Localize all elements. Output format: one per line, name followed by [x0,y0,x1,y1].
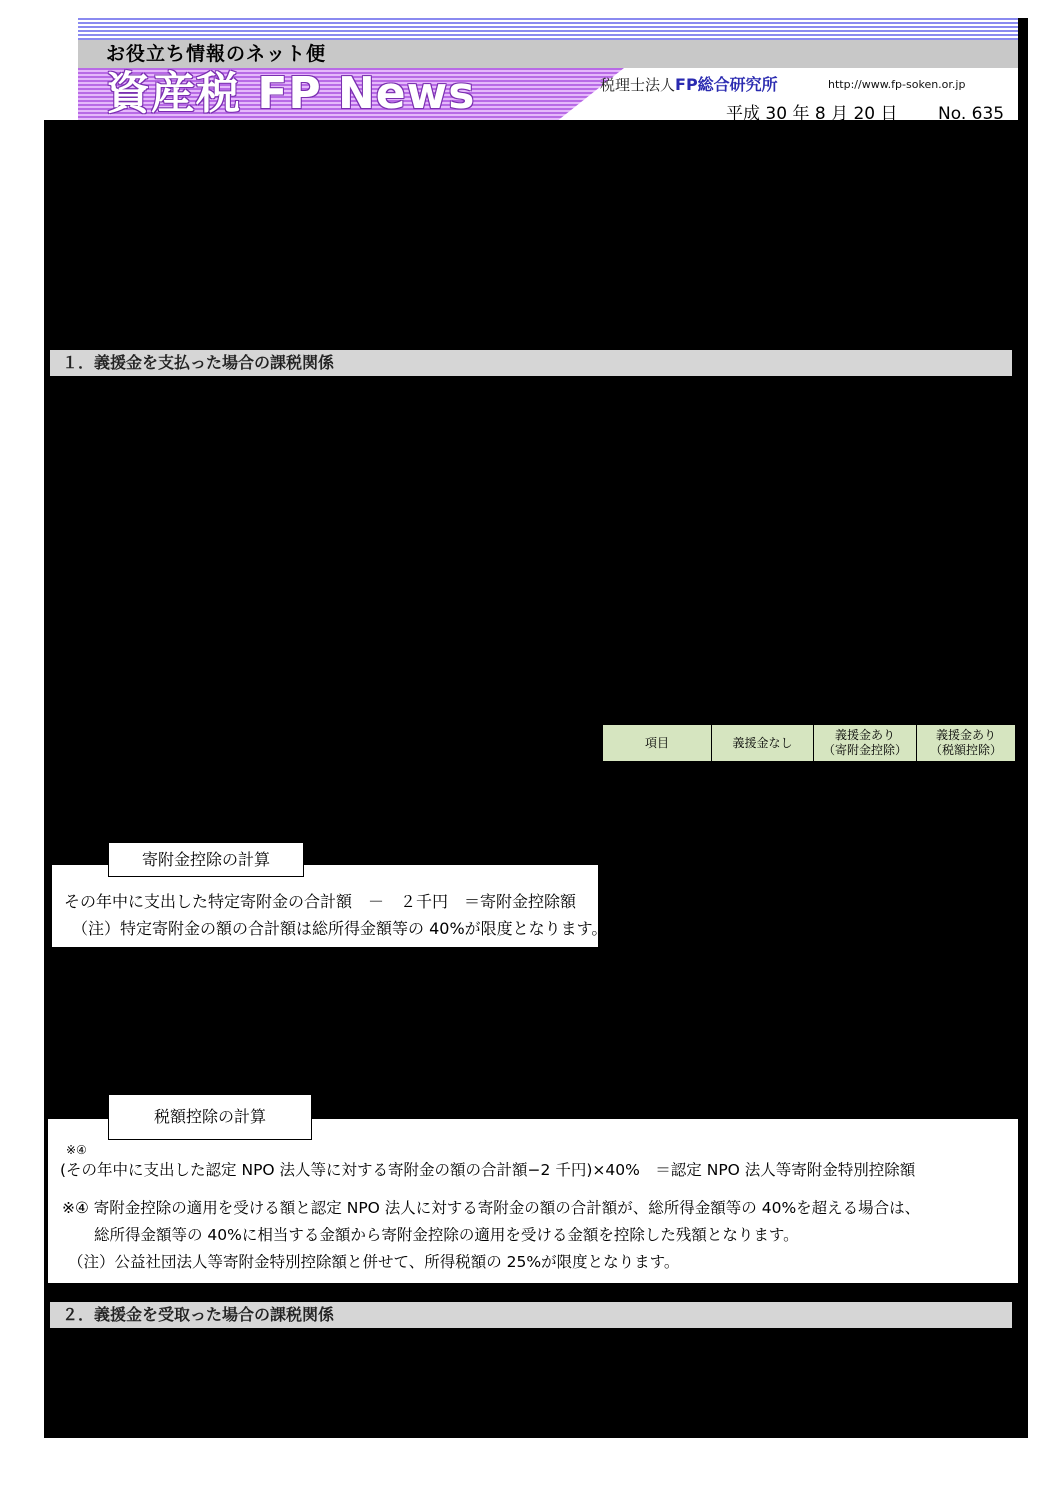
firm-url[interactable]: http://www.fp-soken.or.jp [828,78,966,91]
footnote-4-text: ※④ 寄附金控除の適用を受ける額と認定 NPO 法人に対する寄附金の額の合計額が、総所得金額等の 40%を超える場合は、 [62,1199,921,1217]
table-header-cell: 義援金なし [712,725,814,762]
footnote-4-continuation: 総所得金額等の 40%に相当する金額から寄附金控除の適用を受ける金額を控除した残額となります。 [94,1226,799,1244]
table-header-cell: 項目 [603,725,712,762]
tax-credit-note: （注）公益社団法人等寄附金特別控除額と併せて、所得税額の 25%が限度となります。 [68,1253,680,1271]
tax-credit-calc-tag: 税額控除の計算 [108,1094,312,1140]
deduction-calc-tag: 寄附金控除の計算 [108,842,304,877]
newsletter-subtitle: お役立ち情報のネット便 [106,43,327,65]
firm-name [600,72,778,95]
firm-prefix: 税理士法人 [600,76,676,94]
header-stripe [78,18,1018,40]
section-1-title: １．義援金を支払った場合の課税関係 [50,350,1012,376]
page-sheet [44,18,1028,1438]
deduction-note: （注）特定寄附金の額の合計額は総所得金額等の 40%が限度となります。 [72,919,608,938]
issue-date: 平成 30 年 8 月 20 日 [726,104,898,120]
table-header-cell: 義援金あり （税額控除） [917,725,1016,762]
header-left-margin [44,18,78,120]
section-2-title: ２．義援金を受取った場合の課税関係 [50,1302,1012,1328]
comparison-table-header [602,724,1016,762]
deduction-formula: その年中に支出した特定寄附金の合計額 － ２千円 ＝寄附金控除額 [64,892,577,911]
footnote-marker: ※④ [66,1143,87,1157]
newsletter-logo: 資産税 FP News [106,68,476,119]
tax-credit-formula: (その年中に支出した認定 NPO 法人等に対する寄附金の額の合計額−2 千円)×40% ＝認定 NPO 法人等寄附金特別控除額 [60,1161,916,1179]
issue-number: No. 635 [938,104,1005,120]
table-header-cell: 義援金あり （寄附金控除） [814,725,917,762]
firm-brand: FP総合研究所 [675,75,778,94]
